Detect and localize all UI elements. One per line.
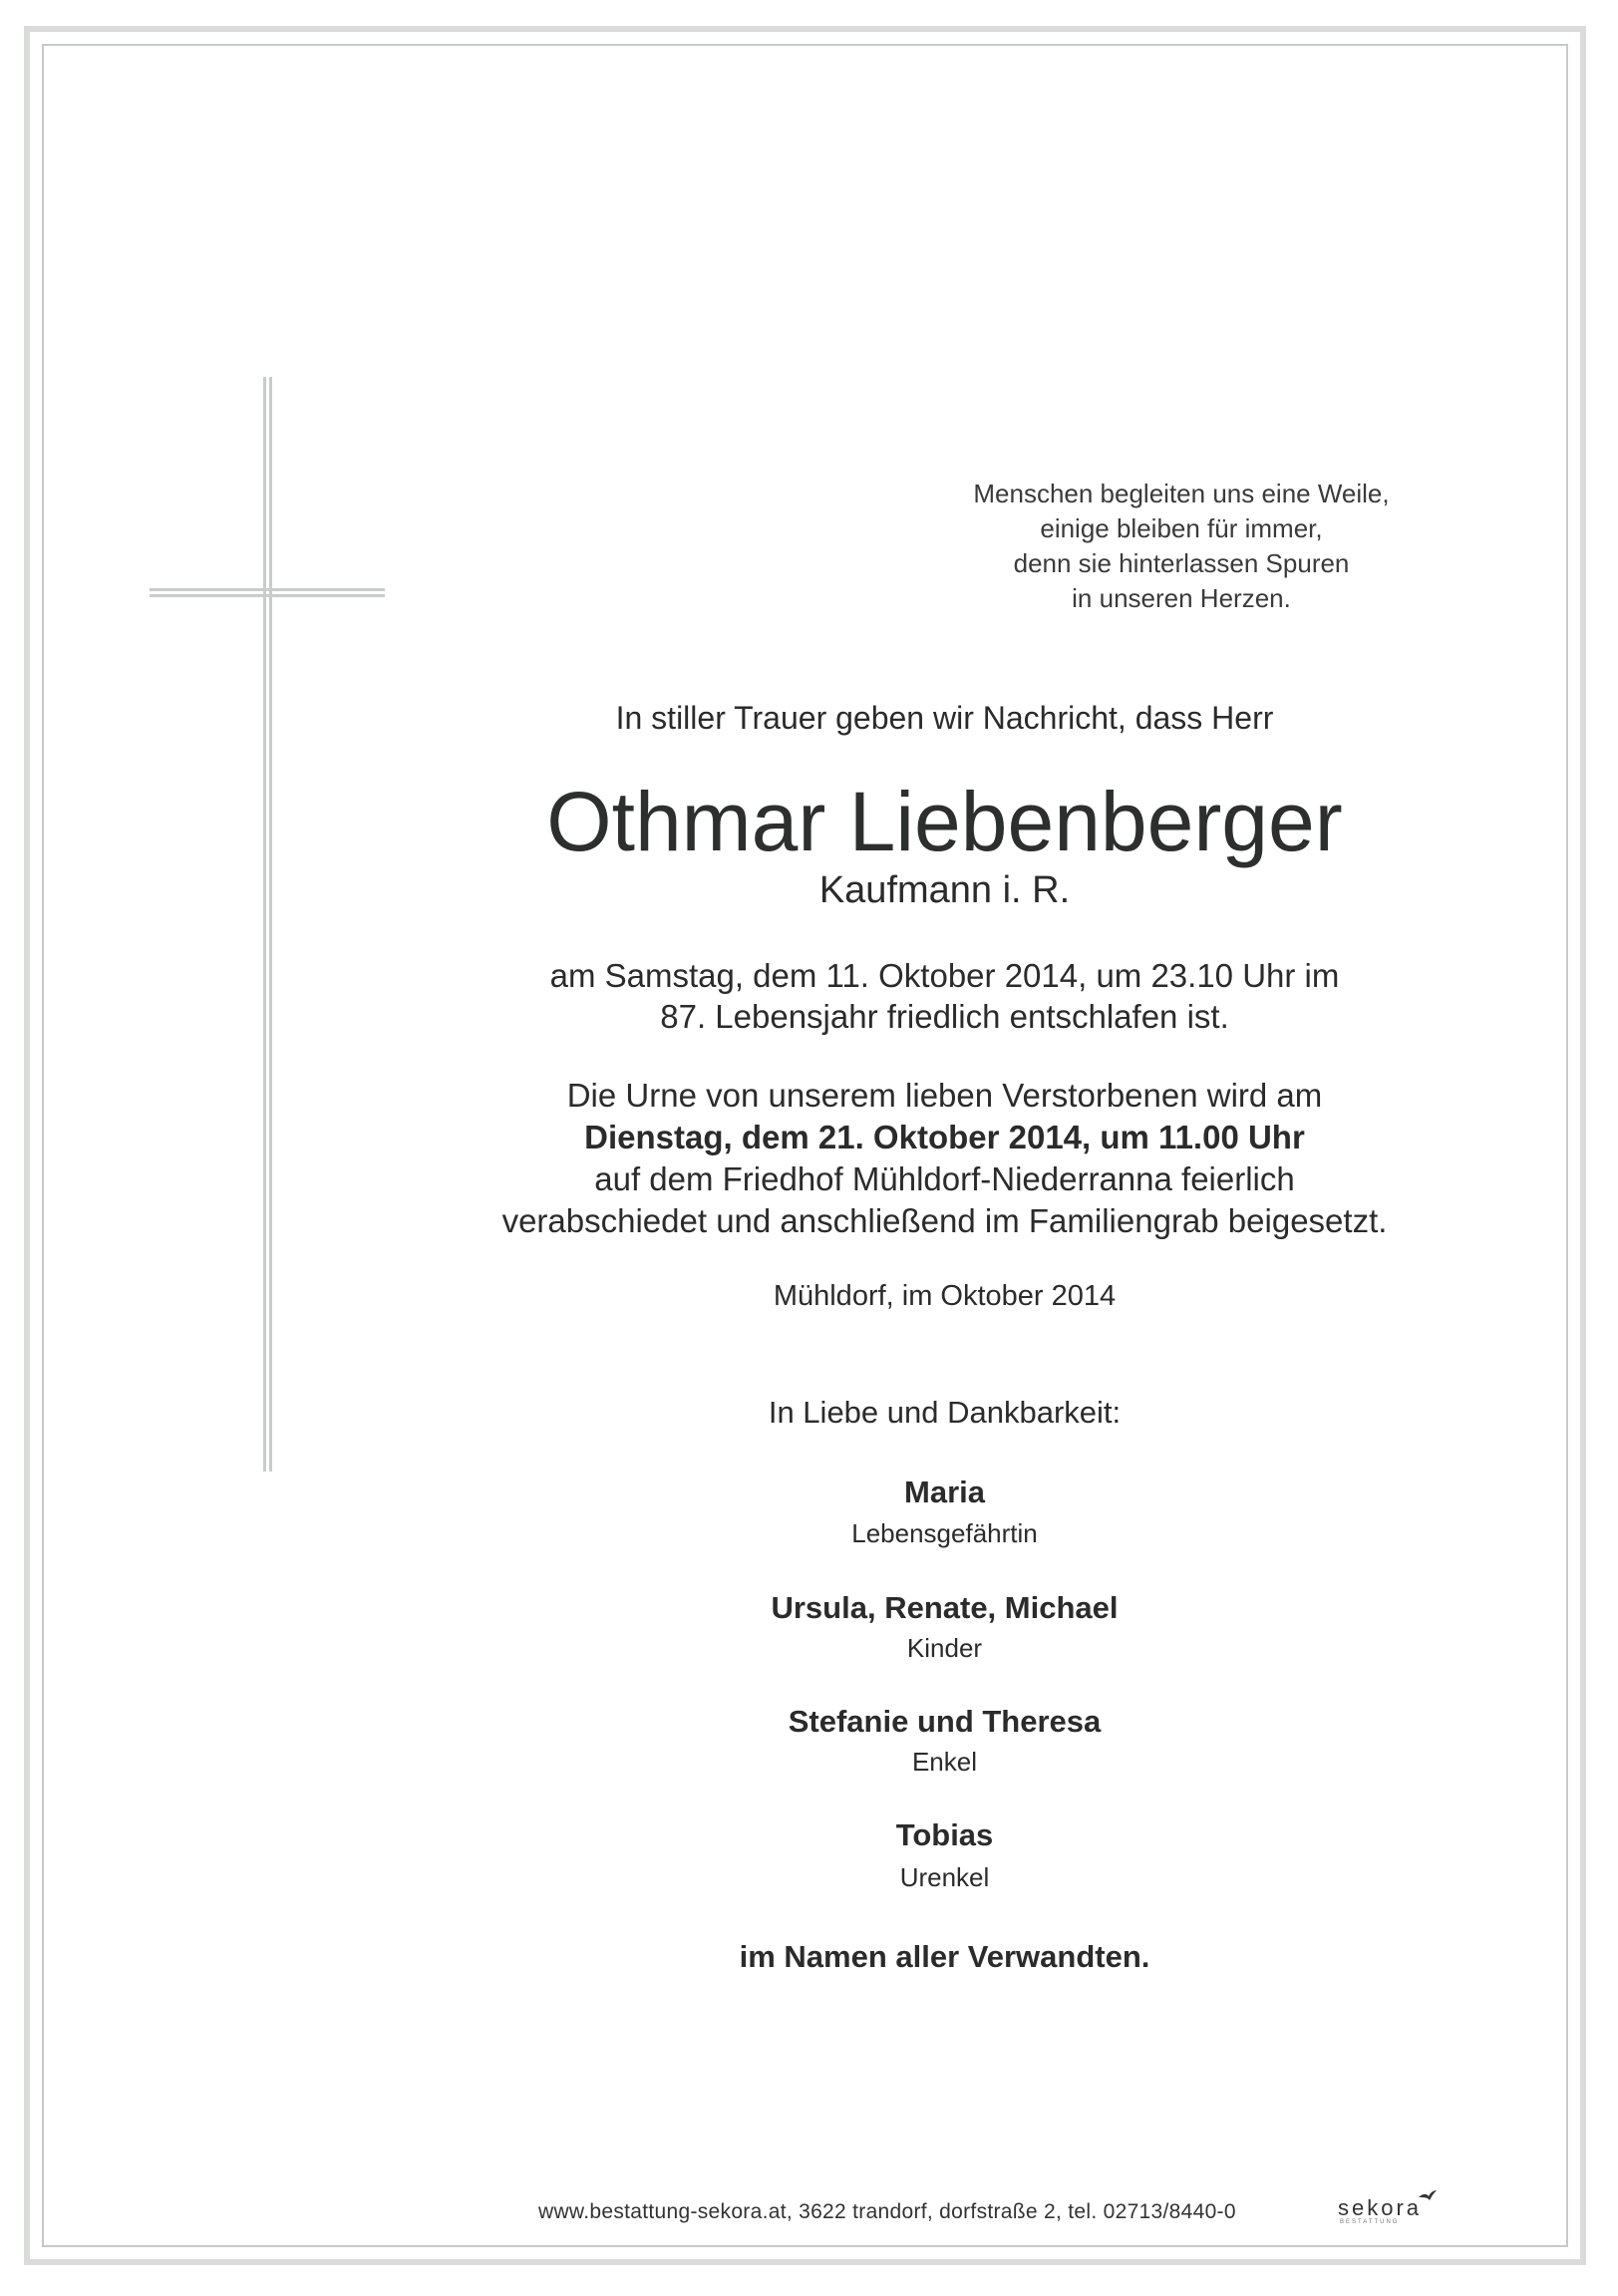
- mourner-name: Maria: [904, 1475, 985, 1509]
- death-notice-line: 87. Lebensjahr friedlich entschlafen ist.: [660, 998, 1229, 1035]
- mourner-relation: Lebensgefährtin: [851, 1518, 1038, 1548]
- logo-text: sekora: [1338, 2195, 1423, 2220]
- funeral-line: Die Urne von unserem lieben Verstorbenen wird am: [566, 1077, 1323, 1114]
- place-date: Mühldorf, im Oktober 2014: [773, 1280, 1117, 1312]
- quote-line: in unseren Herzen.: [1072, 583, 1291, 613]
- closing-line: im Namen aller Verwandten.: [739, 1939, 1150, 1974]
- quote-line: Menschen begleiten uns eine Weile,: [973, 479, 1390, 508]
- cross-icon-vertical: [263, 377, 272, 1472]
- footer-contact: www.bestattung-sekora.at, 3622 trandorf, dorfstraße 2, tel. 02713/8440-0: [538, 2200, 1236, 2223]
- logo-subtitle: BESTATTUNG: [1340, 2219, 1400, 2225]
- memorial-quote: [902, 477, 1460, 616]
- mourner-name: Tobias: [895, 1817, 994, 1852]
- deceased-name: Othmar Liebenberger: [546, 775, 1343, 868]
- funeral-line: verabschiedet und anschließend im Familiengrab beigesetzt.: [501, 1202, 1388, 1239]
- bird-icon: [1418, 2187, 1438, 2208]
- death-notice: [488, 955, 1401, 1037]
- mourner-name: Ursula, Renate, Michael: [771, 1590, 1119, 1625]
- cross-icon-horizontal: [150, 588, 385, 597]
- funeral-date: Dienstag, dem 21. Oktober 2014, um 11.00 Uhr: [584, 1119, 1305, 1155]
- quote-line: denn sie hinterlassen Spuren: [1013, 548, 1350, 578]
- mourner-name: Stefanie und Theresa: [788, 1704, 1102, 1739]
- mourner-relation: Urenkel: [899, 1862, 990, 1892]
- death-notice-line: am Samstag, dem 11. Oktober 2014, um 23.10 Uhr im: [549, 957, 1340, 994]
- mourner-relation: Kinder: [906, 1633, 983, 1663]
- sekora-logo: [1338, 2195, 1423, 2225]
- quote-line: einige bleiben für immer,: [1040, 513, 1323, 543]
- mourner-relation: Enkel: [911, 1747, 978, 1777]
- funeral-notice: [469, 1075, 1421, 1242]
- funeral-line: auf dem Friedhof Mühldorf-Niederranna feierlich: [594, 1160, 1295, 1197]
- intro-text: In stiller Trauer geben wir Nachricht, dass Herr: [615, 700, 1274, 736]
- deceased-title: Kaufmann i. R.: [818, 869, 1071, 911]
- thanks-heading: In Liebe und Dankbarkeit:: [768, 1395, 1122, 1430]
